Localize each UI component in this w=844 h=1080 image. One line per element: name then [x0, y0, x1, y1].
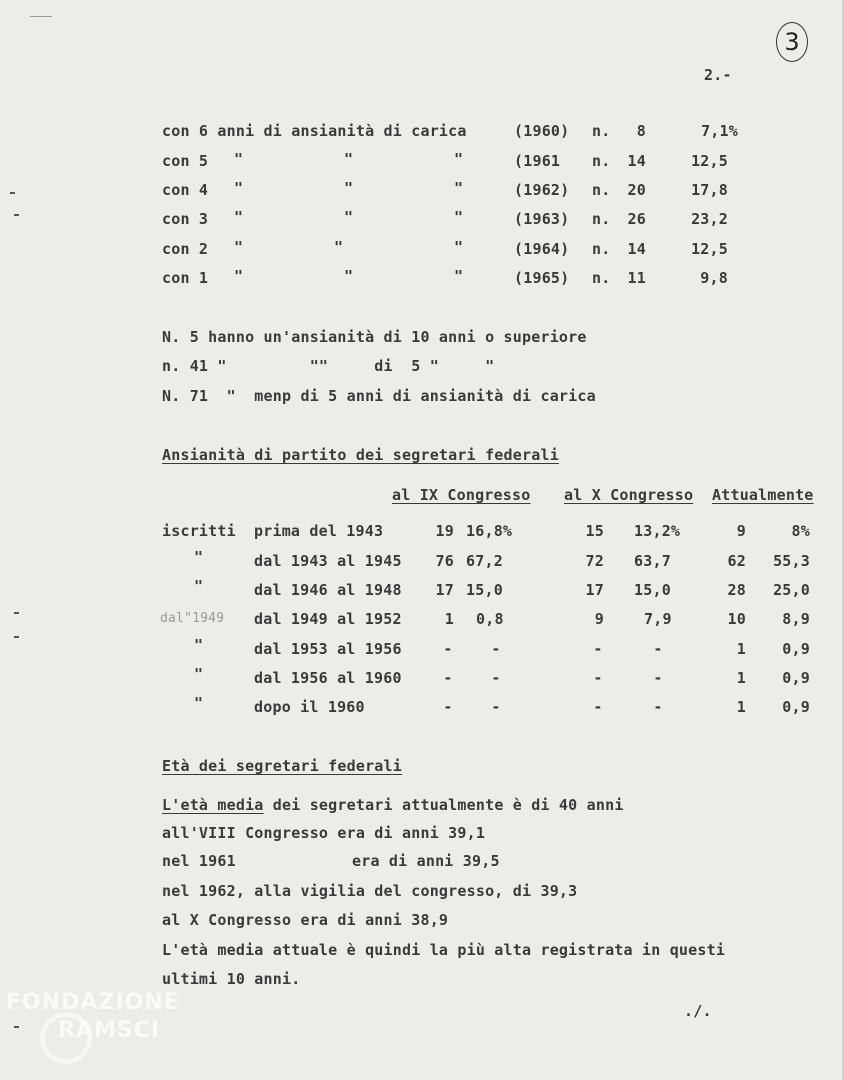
section-heading-party: Ansianità di partito dei segretari federali	[162, 446, 559, 464]
seniority-pct: 9,8	[700, 269, 728, 287]
ix-count: 1	[444, 610, 454, 628]
ix-count: -	[443, 698, 453, 716]
seniority-year: (1962)	[514, 181, 570, 199]
ditto-mark: "	[234, 150, 244, 168]
seniority-label: con 5	[162, 152, 209, 170]
ix-pct: 0,8	[476, 610, 504, 628]
x-count: 9	[594, 610, 604, 628]
summary-line: N. 71 " menp di 5 anni di ansianità di carica	[162, 387, 596, 405]
ditto-mark: "	[234, 238, 244, 256]
row-label: dopo il 1960	[254, 698, 365, 716]
x-pct: 63,7	[634, 552, 671, 570]
watermark-line-1: FONDAZIONE	[6, 990, 180, 1015]
seniority-label: con 2	[162, 240, 209, 258]
row-prefix-faint: dal"1949	[160, 611, 225, 626]
col-header-now: Attualmente	[712, 486, 814, 504]
seniority-n: n.	[592, 122, 611, 140]
seniority-label: con 1	[162, 269, 209, 287]
x-count: 72	[585, 552, 604, 570]
ditto-mark: "	[194, 694, 204, 712]
x-pct: -	[653, 698, 663, 716]
margin-mark	[14, 612, 19, 614]
ditto-mark: "	[454, 208, 464, 226]
ditto-mark: "	[234, 208, 244, 226]
row-label: dal 1946 al 1948	[254, 581, 402, 599]
circled-page-number: 3	[776, 22, 808, 62]
now-count: 1	[736, 640, 746, 658]
seniority-year: (1960)	[514, 122, 570, 140]
x-pct: 7,9	[644, 610, 672, 628]
now-pct: 8,9	[782, 610, 810, 628]
row-label: dal 1956 al 1960	[254, 669, 402, 687]
x-pct: 13,2%	[634, 522, 681, 540]
archive-watermark	[6, 990, 216, 1075]
seniority-year: (1961	[514, 152, 561, 170]
summary-line: n. 41 " "" di 5 " "	[162, 357, 495, 375]
now-count: 62	[727, 552, 746, 570]
ditto-mark: "	[454, 267, 464, 285]
row-label: dal 1949 al 1952	[254, 610, 402, 628]
age-line-3a: nel 1961	[162, 852, 236, 870]
seniority-label: con 4	[162, 181, 209, 199]
ix-count: 76	[435, 552, 454, 570]
ditto-mark: "	[454, 150, 464, 168]
age-line-1	[162, 796, 624, 814]
x-count: -	[593, 698, 603, 716]
seniority-pct: 12,5	[691, 240, 728, 258]
margin-mark	[30, 16, 52, 17]
ditto-mark: "	[194, 548, 204, 566]
seniority-year: (1963)	[514, 210, 570, 228]
margin-mark	[10, 192, 15, 194]
ditto-mark: "	[344, 179, 354, 197]
continuation-mark: ./.	[684, 1002, 712, 1020]
seniority-count: 14	[627, 152, 646, 170]
ditto-mark: "	[334, 238, 344, 256]
row-prefix: iscritti	[162, 522, 236, 540]
now-count: 10	[727, 610, 746, 628]
ditto-mark: "	[234, 179, 244, 197]
seniority-n: n.	[592, 181, 611, 199]
now-pct: 55,3	[773, 552, 810, 570]
now-pct: 25,0	[773, 581, 810, 599]
age-line-6: L'età media attuale è quindi la più alta registrata in questi	[162, 941, 726, 959]
now-pct: 0,9	[782, 698, 810, 716]
seniority-count: 14	[627, 240, 646, 258]
summary-line: N. 5 hanno un'ansianità di 10 anni o superiore	[162, 328, 587, 346]
age-line-1-rest: dei segretari attualmente è di 40 anni	[263, 796, 624, 814]
seniority-n: n.	[592, 269, 611, 287]
x-count: 17	[585, 581, 604, 599]
ditto-mark: "	[454, 238, 464, 256]
seniority-count: 11	[627, 269, 646, 287]
age-line-1-lead: L'età media	[162, 796, 264, 814]
ix-count: -	[443, 669, 453, 687]
row-label: dal 1953 al 1956	[254, 640, 402, 658]
seniority-n: n.	[592, 210, 611, 228]
age-line-3b: era di anni 39,5	[352, 852, 500, 870]
x-pct: -	[653, 640, 663, 658]
now-count: 9	[736, 522, 746, 540]
seniority-pct: 17,8	[691, 181, 728, 199]
x-pct: -	[653, 669, 663, 687]
now-pct: 8%	[791, 522, 810, 540]
ditto-mark: "	[344, 267, 354, 285]
x-count: -	[593, 669, 603, 687]
x-count: 15	[585, 522, 604, 540]
ditto-mark: "	[194, 577, 204, 595]
age-line-2: all'VIII Congresso era di anni 39,1	[162, 824, 486, 842]
x-pct: 15,0	[634, 581, 671, 599]
ix-pct: -	[491, 698, 501, 716]
row-label: dal 1943 al 1945	[254, 552, 402, 570]
ix-pct: 16,8%	[466, 522, 513, 540]
ix-pct: -	[491, 640, 501, 658]
age-line-4: nel 1962, alla vigilia del congresso, di 39,3	[162, 882, 578, 900]
ix-count: -	[443, 640, 453, 658]
age-line-5: al X Congresso era di anni 38,9	[162, 911, 449, 929]
ditto-mark: "	[454, 179, 464, 197]
section-heading-age: Età dei segretari federali	[162, 757, 402, 775]
now-pct: 0,9	[782, 640, 810, 658]
seniority-label: con 6 anni di ansianità di carica	[162, 122, 467, 140]
now-count: 1	[736, 698, 746, 716]
ditto-mark: "	[234, 267, 244, 285]
seniority-label: con 3	[162, 210, 209, 228]
seniority-count: 8	[636, 122, 646, 140]
now-pct: 0,9	[782, 669, 810, 687]
ix-pct: 67,2	[466, 552, 503, 570]
col-header-x: al X Congresso	[564, 486, 694, 504]
ditto-mark: "	[344, 150, 354, 168]
ix-pct: -	[491, 669, 501, 687]
margin-mark	[14, 214, 19, 216]
seniority-count: 20	[627, 181, 646, 199]
watermark-line-2: RAMSCI	[58, 1018, 161, 1043]
now-count: 28	[727, 581, 746, 599]
seniority-n: n.	[592, 152, 611, 170]
seniority-n: n.	[592, 240, 611, 258]
seniority-year: (1964)	[514, 240, 570, 258]
ix-count: 19	[435, 522, 454, 540]
seniority-count: 26	[627, 210, 646, 228]
ditto-mark: "	[194, 636, 204, 654]
ix-pct: 15,0	[466, 581, 503, 599]
page-number: 2.-	[704, 66, 732, 84]
ix-count: 17	[435, 581, 454, 599]
margin-mark	[14, 636, 19, 638]
row-label: prima del 1943	[254, 522, 384, 540]
x-count: -	[593, 640, 603, 658]
seniority-pct: 7,1%	[701, 122, 738, 140]
seniority-year: (1965)	[514, 269, 570, 287]
now-count: 1	[736, 669, 746, 687]
ditto-mark: "	[194, 665, 204, 683]
age-line-7: ultimi 10 anni.	[162, 970, 301, 988]
ditto-mark: "	[344, 208, 354, 226]
col-header-ix: al IX Congresso	[392, 486, 531, 504]
seniority-pct: 23,2	[691, 210, 728, 228]
seniority-pct: 12,5	[691, 152, 728, 170]
